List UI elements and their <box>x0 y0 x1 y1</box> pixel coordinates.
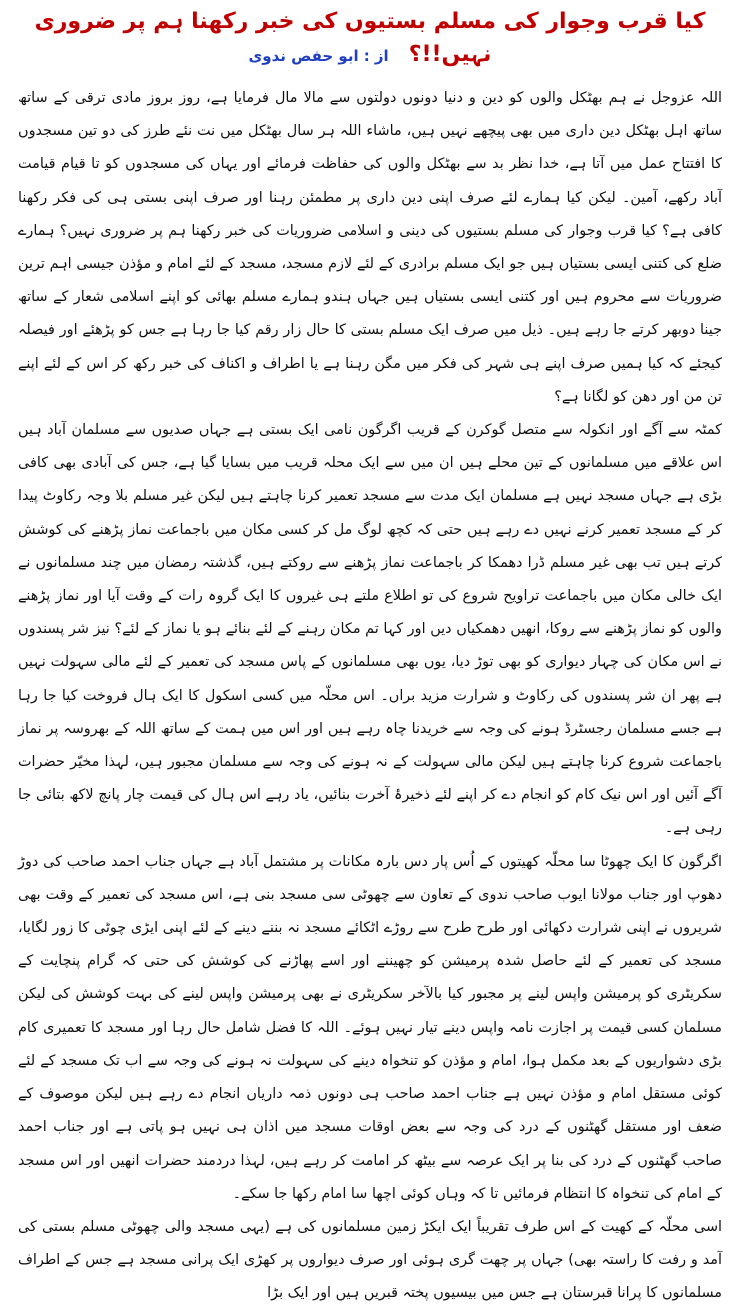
paragraph-small-mosque: اگرگون کا ایک چھوٹا سا محلّہ کھیتوں کے اُس پار دس بارہ مکانات پر مشتمل آباد ہے جہاں جناب احمد صاحب کی دوڑ دھوپ اور جناب مولانا ایوب صاحب ندوی کے تعاون سے چھوٹی سی مسجد بنی ہے، اس مسجد کی تعمیر کے وقت بھی شریروں نے اپنی شرارت دکھائی اور طرح طرح سے روڑے اٹکائے مسجد نہ بننے دینے کے لئے اپنی ایڑی چوٹی کا زور لگایا، مسجد کی تعمیر کے لئے حاصل شدہ پرمیشن کو چھیننے اور اسے پھاڑنے کی کوشش کی حتی کہ گرام پنچایت کے سکریٹری کو پرمیشن واپس لینے پر مجبور کیا بالآخر سکریٹری نے بھی پرمیشن واپس لینے کی بہت کوشش کی لیکن مسلمان کسی قیمت پر اجازت نامہ واپس دینے تیار نہیں ہوئے۔ اللہ کا فضل شامل حال رہا اور مسجد کا تعمیری کام بڑی دشواریوں کے بعد مکمل ہوا، امام و مؤذن کو تنخواہ دینے کی سہولت نہ ہونے کی وجہ سے اب تک مسجد کے لئے کوئی مستقل امام و مؤذن نہیں ہے جناب احمد صاحب ہی دونوں ذمہ داریاں انجام دے رہے ہیں لیکن موصوف کے ضعف اور مستقل گھٹنوں کے درد کی وجہ سے بعض اوقات مسجد میں اذان ہی نہیں ہو پاتی ہے اور جناب احمد صاحب گھٹنوں کے درد کی بنا پر ایک عرصہ سے بیٹھ کر امامت کر رہے ہیں، لہذا دردمند حضرات انھیں اور اس مسجد کے امام کی تنخواہ کا انتظام فرمائیں تا کہ وہاں کوئی اچھا سا امام رکھا جا سکے۔ <box>18 853 722 1202</box>
paragraph-old-mosque: اسی محلّہ کے کھیت کے اس طرف تقریباً ایک ایکڑ زمین مسلمانوں کی ہے (یہی مسجد والی چھوٹی مسلم بستی کی آمد و رفت کا راستہ بھی) جہاں پر چھت گری ہوئی اور صرف دیواروں پر کھڑی ایک پرانی مسجد ہے جس کے اطراف مسلمانوں کا پرانا قبرستان ہے جس میں بیسیوں پختہ قبریں ہیں اور ایک بڑا <box>18 1218 722 1302</box>
article-title: کیا قرب وجوار کی مسلم بستیوں کی خبر رکھنا ہم پر ضروری نہیں!!؟ <box>34 9 706 67</box>
article-header <box>18 4 722 72</box>
byline-prefix: از : <box>363 47 389 65</box>
paragraph-intro: اللہ عزوجل نے ہم بھٹکل والوں کو دین و دنیا دونوں دولتوں سے مالا مال فرمایا ہے، روز بروز مادی ترقی کے ساتھ ساتھ اہل بھٹکل دین داری میں بھی پیچھے نہیں ہیں، ماشاء اللہ ہر سال بھٹکل میں نت نئے طرز کی دو تین مسجدوں کا افتتاح عمل میں آتا ہے، خدا نظر بد سے بھٹکل والوں کی حفاظت فرمائے اور یہاں کی مسجدوں کو تا قیام قیامت آباد رکھے، آمین۔ لیکن کیا ہمارے لئے صرف اپنی دین داری پر مطمئن رہنا اور صرف اپنی بستی ہی کی فکر رکھنا کافی ہے؟ کیا قرب وجوار کی مسلم بستیوں کی دینی و اسلامی ضروریات کی خبر رکھنا ہم پر ضروری نہیں؟ ہمارے ضلع کی کتنی ایسی بستیاں ہیں جو ایک مسلم برادری کے لئے لازم مسجد، مسجد کے لئے امام و مؤذن جیسی اہم ترین ضروریات سے محروم ہیں اور کتنی ایسی بستیاں ہیں جہاں ہندو ہمارے مسلم بھائی کو اپنے اسلامی شعار کے ساتھ جینا دوبھر کرتے جا رہے ہیں۔ ذیل میں صرف ایک مسلم بستی کا حال زار رقم کیا جا رہا ہے جس کو پڑھئے اور فیصلہ کیجئے کہ کیا ہمیں صرف اپنے ہی شہر کی فکر میں مگن رہنا ہے یا اطراف و اکناف کی خبر رکھ کر اس کے لئے اپنے تن من اور دھن کو لگانا ہے؟ <box>18 90 722 405</box>
article-body <box>18 82 722 1311</box>
author-name: ابو حفص ندوی <box>248 47 359 65</box>
paragraph-agargon: کمٹہ سے آگے اور انکولہ سے متصل گوکرن کے قریب اگرگون نامی ایک بستی ہے جہاں صدیوں سے مسلمان آباد ہیں اس علاقے میں مسلمانوں کے تین محلے ہیں ان میں سے ایک محلہ قریب میں بسایا گیا ہے، جس کی آبادی بھی کافی بڑی ہے جہاں مسجد نہیں ہے مسلمان ایک مدت سے مسجد تعمیر کرنا چاہتے ہیں لیکن غیر مسلم بلا وجہ رکاوٹ پیدا کر کے مسجد تعمیر کرنے نہیں دے رہے ہیں حتی کہ کچھ لوگ مل کر کسی مکان میں باجماعت نماز پڑھنے کی کوشش کرتے ہیں تب بھی غیر مسلم ڈرا دھمکا کر باجماعت نماز پڑھنے سے روکتے ہیں، گذشتہ رمضان میں چند مسلمانوں نے ایک خالی مکان میں باجماعت تراویح شروع کی تو اطلاع ملتے ہی غیروں کا ایک گروہ رات کے وقت آیا اور نماز پڑھنے والوں کو نماز پڑھنے سے روکا، انھیں دھمکیاں دیں اور کہا تم مکان رہنے کے لئے بنائے ہو یا نماز کے لئے؟ نیز شر پسندوں نے اس مکان کی چہار دیواری کو بھی توڑ دیا، یوں بھی مسلمانوں کے پاس مسجد کی تعمیر کے لئے مالی سہولت نہیں ہے پھر ان شر پسندوں کی رکاوٹ و شرارت مزید براں۔ اس محلّہ میں کسی اسکول کا ایک ہال فروخت کیا جا رہا ہے جسے مسلمان رجسٹرڈ ہونے کی وجہ سے خریدنا چاہ رہے ہیں اور اس میں ہمت کے ساتھ اللہ کے بھروسہ پر نماز باجماعت شروع کرنا چاہتے ہیں لیکن مالی سہولت کے نہ ہونے کی وجہ سے مسلمان مجبور ہیں، لہذا مخیّر حضرات آگے آئیں اور اس نیک کام کو انجام دے کر اپنے لئے ذخیرۂ آخرت بنائیں، یاد رہے اس ہال کی قیمت چار پانچ لاکھ بتائی جا رہی ہے۔ <box>18 422 722 837</box>
